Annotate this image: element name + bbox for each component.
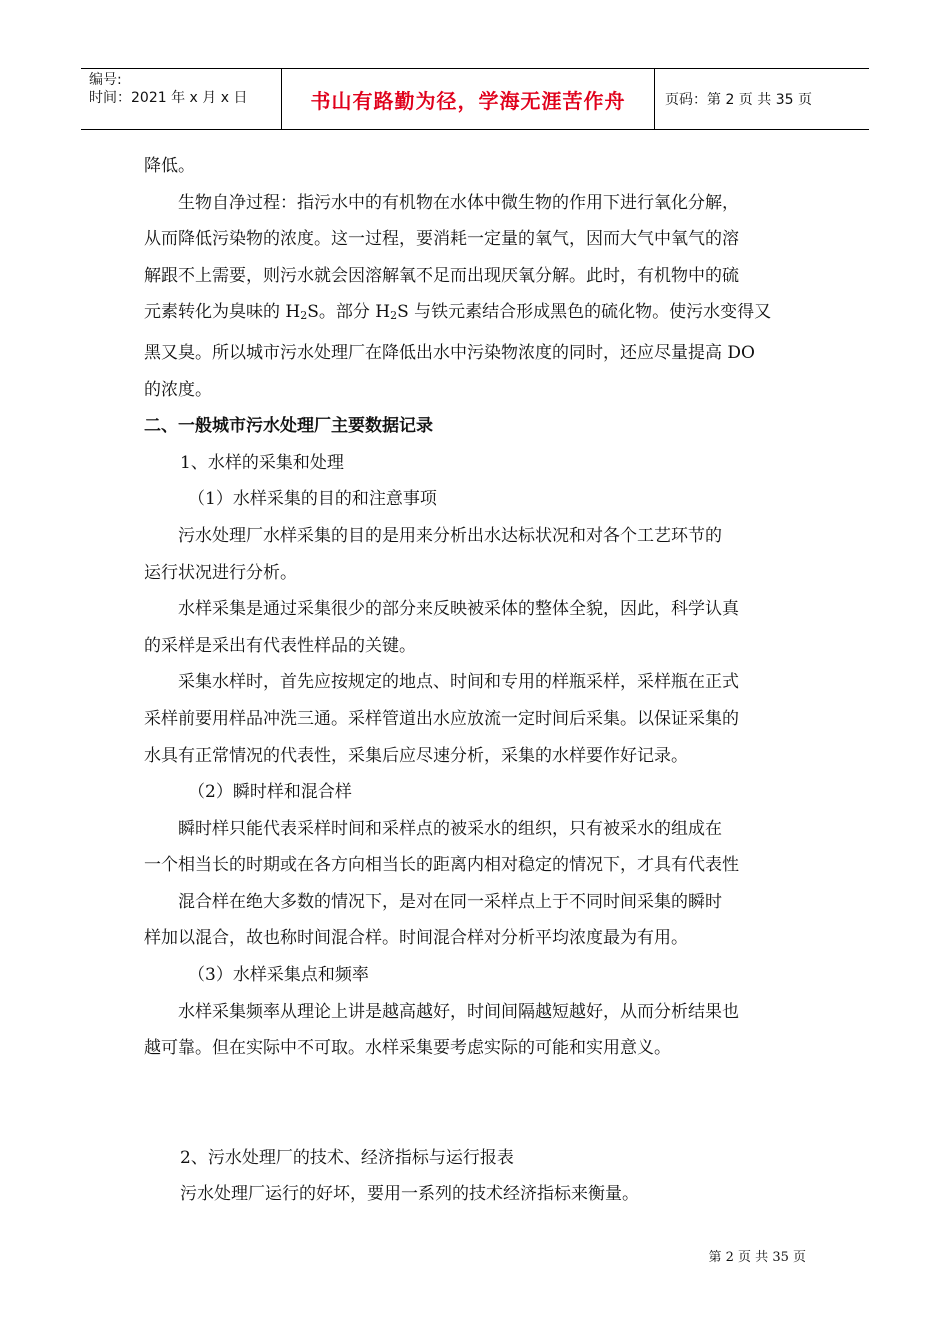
paragraph-line: 的浓度。 xyxy=(144,379,212,400)
paragraph-line: 瞬时样只能代表采样时间和采样点的被采水的组织，只有被采水的组成在 xyxy=(178,818,722,839)
paragraph-line: 黑又臭。所以城市污水处理厂在降低出水中污染物浓度的同时，还应尽量提高 DO xyxy=(144,342,755,363)
paragraph-line: 的采样是采出有代表性样品的关键。 xyxy=(144,635,416,656)
paragraph-line: 样加以混合，故也称时间混合样。时间混合样对分析平均浓度最为有用。 xyxy=(144,928,688,949)
paragraph-line: 一个相当长的时期或在各方向相当长的距离内相对稳定的情况下，才具有代表性 xyxy=(144,855,739,876)
subsection-heading: 2、污水处理厂的技术、经济指标与运行报表 xyxy=(180,1147,514,1168)
paragraph-line: 水样采集频率从理论上讲是越高越好，时间间隔越短越好，从而分析结果也 xyxy=(178,1001,739,1022)
header-page-info: 页码：第 2 页 共 35 页 xyxy=(665,92,812,108)
paragraph-line: 运行状况进行分析。 xyxy=(144,562,297,583)
subscript: 2 xyxy=(390,309,398,323)
subsection-heading: （1）水样采集的目的和注意事项 xyxy=(188,489,437,510)
paragraph-line: 污水处理厂运行的好坏，要用一系列的技术经济指标来衡量。 xyxy=(180,1184,639,1205)
paragraph-line: 从而降低污染物的浓度。这一过程，要消耗一定量的氧气，因而大气中氧气的溶 xyxy=(144,229,739,250)
text-run: S。部分 H xyxy=(307,302,391,323)
text-run: 元素转化为臭味的 H xyxy=(144,302,301,323)
paragraph-line: 污水处理厂水样采集的目的是用来分析出水达标状况和对各个工艺环节的 xyxy=(178,525,722,546)
subsection-heading: （2）瞬时样和混合样 xyxy=(188,782,352,803)
section-heading: 二、一般城市污水处理厂主要数据记录 xyxy=(144,416,433,437)
text-run: S 与铁元素结合形成黑色的硫化物。使污水变得又 xyxy=(397,302,772,323)
spacer xyxy=(144,1067,808,1140)
paragraph-line: 采样前要用样品冲洗三通。采样管道出水应放流一定时间后采集。以保证采集的 xyxy=(144,708,739,729)
date-label: 时间：2021 年 x 月 x 日 xyxy=(89,90,248,106)
paragraph-line: 水具有正常情况的代表性，采集后应尽速分析，采集的水样要作好记录。 xyxy=(144,745,688,766)
doc-number-label: 编号: xyxy=(89,72,122,88)
document-body xyxy=(144,148,808,1213)
paragraph-line: 混合样在绝大多数的情况下，是对在同一采样点上于不同时间采集的瞬时 xyxy=(178,891,722,912)
paragraph-line xyxy=(144,294,808,335)
paragraph-line: 水样采集是通过采集很少的部分来反映被采体的整体全貌，因此，科学认真 xyxy=(178,599,739,620)
page-header xyxy=(81,68,869,130)
subsection-heading: （3）水样采集点和频率 xyxy=(188,965,369,986)
subsection-heading: 1、水样的采集和处理 xyxy=(180,452,344,473)
paragraph-line: 解跟不上需要，则污水就会因溶解氧不足而出现厌氧分解。此时，有机物中的硫 xyxy=(144,265,739,286)
header-meta xyxy=(81,69,282,129)
subscript: 2 xyxy=(300,309,308,323)
paragraph-line: 降低。 xyxy=(144,156,195,176)
paragraph-line: 越可靠。但在实际中不可取。水样采集要考虑实际的可能和实用意义。 xyxy=(144,1038,671,1059)
header-motto: 书山有路勤为径，学海无涯苦作舟 xyxy=(282,69,655,129)
paragraph-line: 生物自净过程：指污水中的有机物在水体中微生物的作用下进行氧化分解， xyxy=(178,192,739,213)
paragraph-line: 采集水样时，首先应按规定的地点、时间和专用的样瓶采样，采样瓶在正式 xyxy=(178,672,739,693)
page-footer: 第 2 页 共 35 页 xyxy=(708,1250,806,1265)
